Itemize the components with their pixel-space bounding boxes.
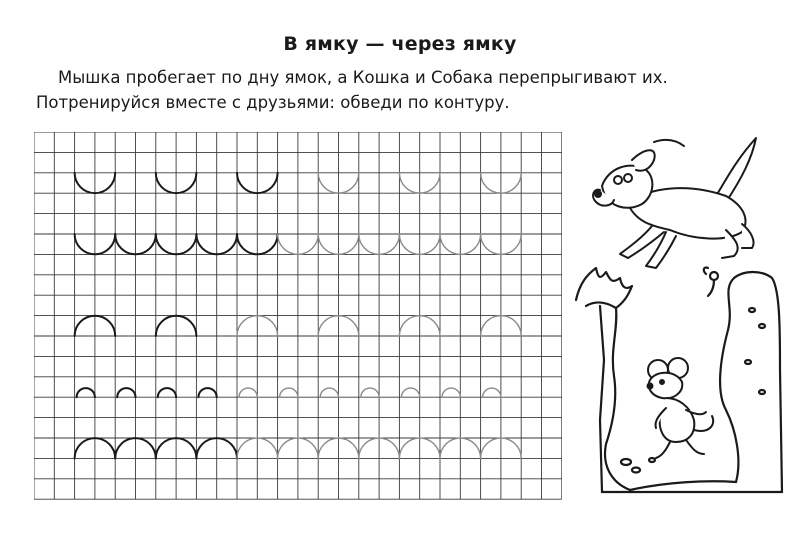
trace-arch	[239, 388, 257, 397]
trace-arch	[77, 388, 95, 397]
trace-arch	[198, 388, 216, 397]
grid-lines	[34, 132, 562, 499]
dog-jumping-image	[593, 138, 756, 268]
trace-arch	[401, 388, 419, 397]
trace-arch	[442, 388, 460, 397]
trace-arch	[117, 388, 135, 397]
trace-arch	[361, 388, 379, 397]
trace-arch	[158, 388, 176, 397]
illustration	[566, 130, 788, 502]
instruction-line-1: Мышка пробегает по дну ямок, а Кошка и Собака перепрыгивают их.	[58, 68, 668, 87]
mouse-image	[648, 358, 714, 458]
instruction-line-2: Потренируйся вместе с друзьями: обведи по контуру.	[36, 93, 510, 112]
trace-arch	[483, 388, 501, 397]
trace-arch	[320, 388, 338, 397]
worksheet-title: В ямку — через ямку	[283, 33, 517, 55]
tracing-grid[interactable]	[34, 132, 562, 500]
trace-arch	[280, 388, 298, 397]
